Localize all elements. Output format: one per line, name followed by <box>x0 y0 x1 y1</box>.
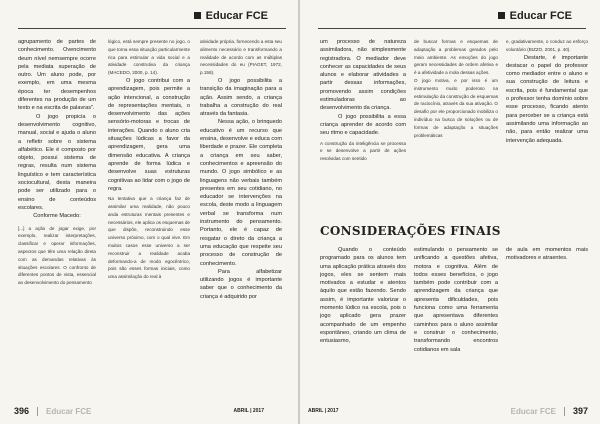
paragraph: O jogo possibilita a transição da imaginação para a ação. Assim sendo, a criança trabalha a construção do real através da fantasia. <box>200 77 282 118</box>
block-quote: e, gradativamente, o conduz ao esforço voluntário (BIZZO, 2001, p. 40). <box>506 39 588 52</box>
right-column-1 <box>320 38 406 216</box>
page-header <box>194 10 268 24</box>
section-heading: CONSIDERAÇÕES FINAIS <box>320 224 501 238</box>
header-rule <box>18 28 286 29</box>
paragraph: um processo de natureza assimiladora, não simplesmente registradora. O mediador deve conhecer as capacidades de seus alunos e elaborar atividades a partir dessas informações, promovendo assim condições estimuladoras ao desenvolvimento da criança. <box>320 39 406 112</box>
right-column-1-lower <box>320 246 406 384</box>
block-quote: de buscar formas e esquemas de adaptação a problemas gerados pelo meio ambiente. As emoções do jogo geram necessidades de ordem afetiva e é a afetividade a mola dessas ações. <box>414 39 498 76</box>
right-column-3-lower <box>506 246 588 384</box>
right-column-3 <box>506 38 588 216</box>
right-column-2-lower <box>414 246 498 384</box>
paragraph: Para alfabetizar utilizando jogos é importante saber que o conhecimento da criança é adquirido por <box>200 268 282 300</box>
page-number: 397 <box>572 406 588 416</box>
footer-date: ABRIL | 2017 <box>308 408 339 414</box>
right-column-2 <box>414 38 498 216</box>
paragraph: O jogo contribui com a aprendizagem, pois permite a ação intencional, a construção de representações mentais, o desenvolvimento das ações sensório-motoras e trocas de interações. Quando o aluno cria situações lúdicas a favor da aprendizagem, gera uma dimensão educativa. A criança aprende de forma lúdica e desenvolve suas estruturas cognitivas ao lidar com o jogo de regra. <box>108 77 190 192</box>
footer-title: Educar FCE <box>37 407 91 416</box>
footer-date: ABRIL | 2017 <box>233 408 264 414</box>
left-column-2 <box>108 38 190 344</box>
paragraph: O jogo propicia o desenvolvimento cognitivo, manual, social e ajuda o aluno a refletir sobre o sistema alfabético. Ele é composto por objeto, possui sistema de regras, resulta num sistema linguístico e tem característica sociocultural, desta maneira pode ser utilizado para o ensino de conteúdos escolares. <box>18 113 96 211</box>
block-quote: Na tentativa que a criança faz de assimilar uma realidade, não pouco anda estruturas mentais presentes e necessários, ele aplica os esquemas de que dispõe, reconstruindo esse universo próximo, com o qual vive. Em muitos casos esse universo a ser reconstruir a realidade acaba deformando-a de modo egocêntrico, pois são esses formas iniciais, como uma assimilação do real à <box>108 196 190 280</box>
square-bullet-icon <box>498 12 505 19</box>
header-rule <box>318 28 586 29</box>
left-footer <box>14 406 91 416</box>
paragraph: O jogo possibilita a essa criança aprender de acordo com seu ritmo e capacidade. <box>320 113 406 137</box>
magazine-title: Educar FCE <box>509 10 572 22</box>
left-column-1 <box>18 38 96 344</box>
paragraph: Conforme Macedo: <box>33 213 81 220</box>
page-number: 396 <box>14 406 30 416</box>
footer-title: Educar FCE <box>511 407 565 416</box>
block-quote: [...] a ação de jogar exige, por exemplo, realizar interpretações, classificar e operar informações, aspectos que têm uma relação direta com as demandas relativas às situações escolares. O confronto de diferentes pontos de vista, essencial ao desenvolvimento do pensamento <box>18 225 96 286</box>
paragraph: Quando o conteúdo programado para os alunos tem uma aplicação prática através dos jogos, eles se sentem mais motivados a estudar e atentos àquilo que estão fazendo. Sendo assim, é importante valorizar o momento lúdico na escola, pois o jogo aplicado gera prazer acompanhado de um empenho espontâneo, criando um clima de entusiasmo, <box>320 247 406 345</box>
block-quote: O jogo motiva, e por isso é um instrumento muito poderoso na estimulação da construção de esquemas de raciocínio, através da sua ativação. O desafio por ele proporcionado mobiliza o indivíduo na busca de soluções ou de formas de adaptação a situações problemáticas <box>414 77 498 138</box>
right-footer <box>511 406 588 416</box>
paragraph: estimulando o pensamento se unificando a questões afetiva, motora e cognitiva. Além de todos esses benefícios, o jogo também pode contribuir com a aprendizagem da criança que apresenta dificuldades, pois funciona como uma ferramenta que apresentava diferentes caminhos para o aluno assimilar e construir o conhecimento, transformando encontros cotidianos em sala <box>414 247 498 353</box>
paragraph: agrupamento de partes de conhecimento. Ovencimento deum nível nemsempre ocorre pela mediata superação de outro. Um aluno pode, por exemplo, em uma mesma época ter desempenhos diferentes na produção de um texto e na escrita de palavras". <box>18 39 96 112</box>
block-quote: lógico, está sempre presente no jogo, o que torna essa situação particularmente rica para estimular a vida social e a atividade construtiva da criança (MACEDO, 2000, p. 14). <box>108 39 190 76</box>
paragraph: Destarte, é importante destacar o papel do professor como mediador entre o aluno e sua construção de leitura e escrita, pois é fundamental que o professor tenha domínio sobre esse processo, ficando atento para perceber se a criança está assimilando uma informação ao não, para então realizar uma intervenção adequada. <box>506 54 588 144</box>
page-header <box>498 10 572 24</box>
left-column-3 <box>200 38 282 344</box>
block-quote: atividade própria, fornecendo a esta seu alimento necessário e transformando a realidade de acordo com as múltiplas necessidades do eu (PIAGET, 1972, p.158). <box>200 39 282 76</box>
block-quote: A construção da inteligência se processa e se desenvolve a partir de ações resolvidas com sentido <box>320 140 406 162</box>
right-page <box>300 0 600 424</box>
paragraph: Nessa ação, o brinquedo educativo é um recurso que ensina, desenvolve e educa com liberdade e prazer. Ele completa a criança em seu saber, conhecimentos e apreensão do mundo. O jogo simbólico e as linguagens não verbais também presentes em seu cotidiano, no educador se intervenções na escola, deste modo a linguagem verbal se transforma num instrumento do pensamento. Portanto, ele é capaz de resgatar o direto da criança a uma educação que respeite seu processo de construção de conhecimento. <box>200 119 282 267</box>
magazine-title: Educar FCE <box>205 10 268 22</box>
paragraph: de aula em momentos mais motivadores e atraentes. <box>506 247 588 262</box>
square-bullet-icon <box>194 12 201 19</box>
